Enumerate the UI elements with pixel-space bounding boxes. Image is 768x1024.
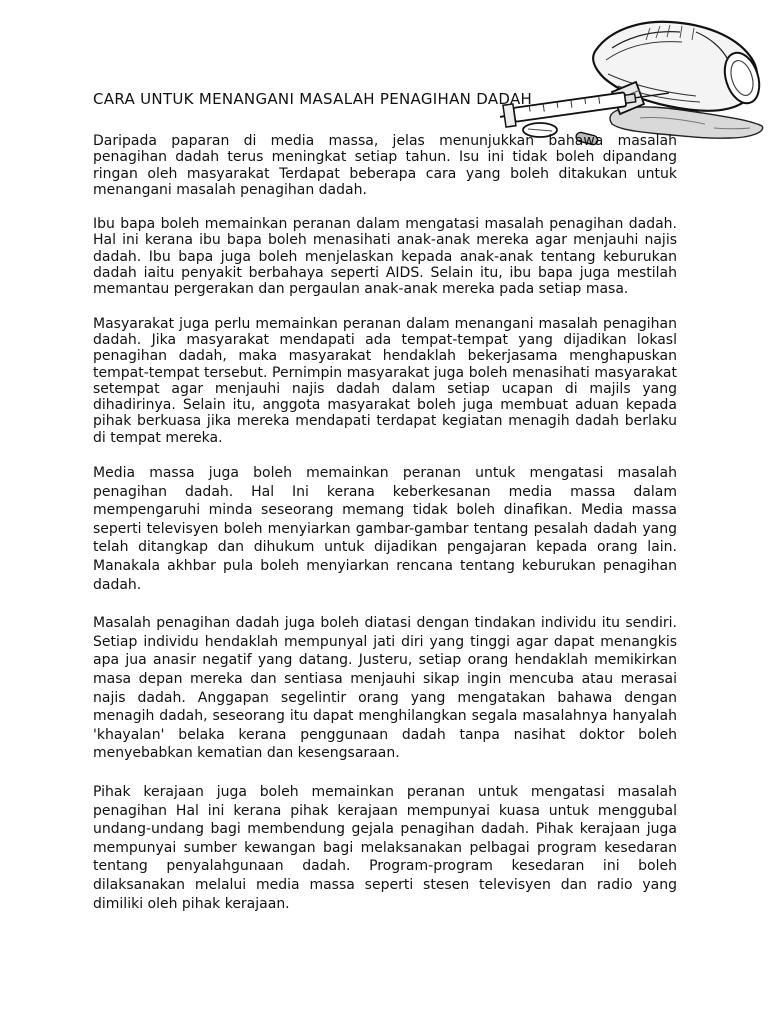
- document-title: CARA UNTUK MENANGANI MASALAH PENAGIHAN DADAH: [93, 90, 533, 108]
- document-body: [93, 133, 677, 933]
- paragraph-intro: Daripada paparan di media massa, jelas menunjukkan bahawa masalah penagihan dadah terus meningkat setiap tahun. Isu ini tidak boleh dipandang ringan oleh masyarakat Terdapat beberapa cara yang boleh ditakukan untuk menangani masalah penagihan dadah.: [93, 133, 677, 198]
- paragraph-community: Masyarakat juga perlu memainkan peranan dalam menangani masalah penagihan dadah. Jika masyarakat mendapati ada tempat-tempat yang dijadikan lokasl penagihan dadah, maka masyarakat hendaklah bekerjasama menghapuskan tempat-tempat tersebut. Pernimpin masyarakat juga boleh menasihati masyarakat setempat agar menjauhi najis dadah dalam setiap ucapan di majils yang dihadirinya. Selain itu, anggota masyarakat boleh juga membuat aduan kepada pihak berkuasa jika mereka mendapati terdapat kegiatan menagih dadah berlaku di tempat mereka.: [93, 315, 677, 446]
- paragraph-individual: Masalah penagihan dadah juga boleh diatasi dengan tindakan individu itu sendiri. Setiap individu hendaklah mempunyal jati diri yang tinggi agar dapat menangkis apa jua anasir negatif yang datang. Justeru, setiap orang hendaklah memikirkan masa depan mereka dan sentiasa menjauhi sikap ingin mencuba atau merasai najis dadah. Anggapan segelintir orang yang mengatakan bahawa dengan menagih dadah, seseorang itu dapat menghilangkan segala masalahnya hanyalah 'khayalan' belaka kerana penggunaan dadah tanpa nasihat doktor boleh menyebabkan kematian dan kesengsaraan.: [93, 615, 677, 762]
- paragraph-parents: Ibu bapa boleh memainkan peranan dalam mengatasi masalah penagihan dadah. Hal ini kerana ibu bapa boleh menasihati anak-anak mereka agar menjauhi najis dadah. Ibu bapa juga boleh menjelaskan kepada anak-anak tentang keburukan dadah iaitu penyakit berbahaya seperti AIDS. Selain itu, ibu bapa juga mestilah memantau pergerakan dan pergaulan anak-anak mereka pada setiap masa.: [93, 216, 677, 298]
- paragraph-government: Pihak kerajaan juga boleh memainkan peranan untuk mengatasi masalah penagihan Hal ini kerana pihak kerajaan mempunyai kuasa untuk menggubal undang-undang bagi membendung gejala penagihan dadah. Pihak kerajaan juga mempunyai sumber kewangan bagi melaksanakan pelbagai program kesedaran tentang penyalahgunaan dadah. Program-program kesedaran ini boleh dilaksanakan melalui media massa seperti stesen televisyen dan radio yang dimiliki oleh pihak kerajaan.: [93, 783, 677, 912]
- paragraph-media: Media massa juga boleh memainkan peranan untuk mengatasi masalah penagihan dadah. Hal Ini kerana keberkesanan media massa dalam mempengaruhi minda seseorang memang tidak boleh dinafikan. Media massa seperti televisyen boleh menyiarkan gambar-gambar tentang pesalah dadah yang telah ditangkap dan dihukum untuk dijadikan pengajaran kepada orang lain. Manakala akhbar pula boleh menyiarkan rencana tentang keburukan penagihan dadah.: [93, 465, 677, 593]
